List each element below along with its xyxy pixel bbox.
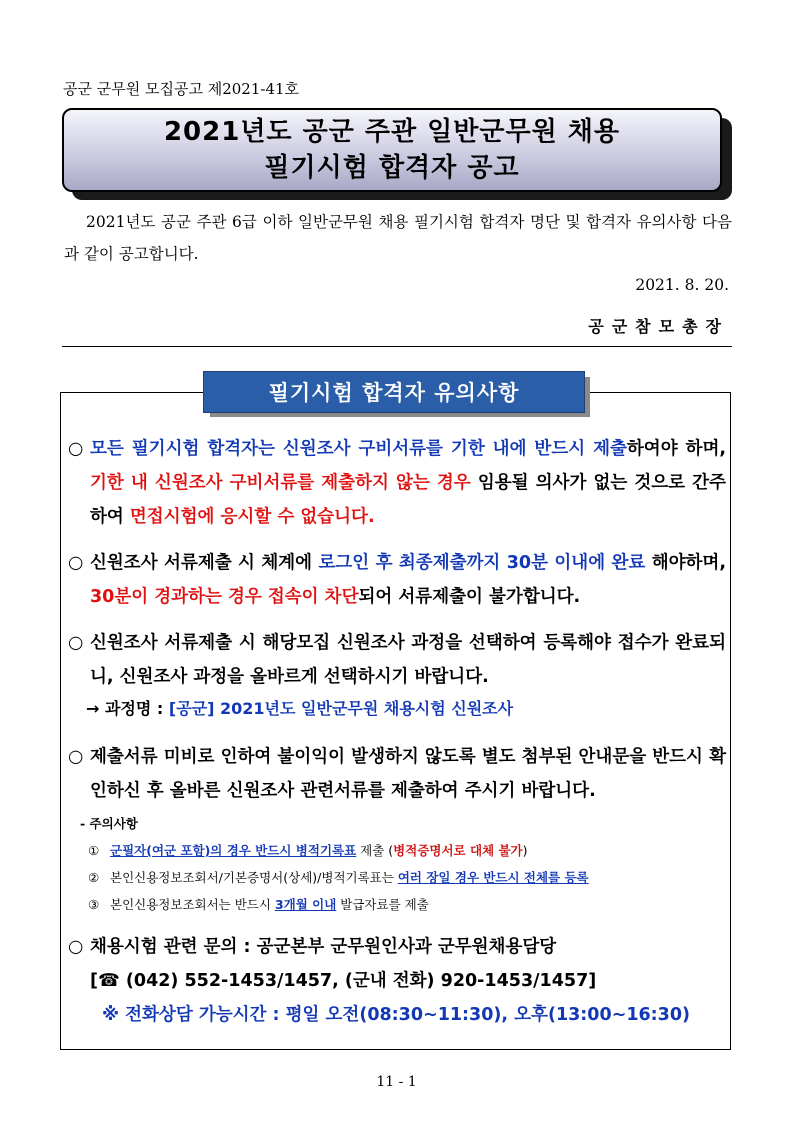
subnote-1-red: 병적증명서로 대체 불가: [393, 843, 523, 858]
notice-item-4: [68, 740, 726, 808]
subnote-3-blue: 3개월 이내: [274, 897, 337, 912]
bullet-icon: ○: [68, 553, 84, 573]
item1-blue-text: 모든 필기시험 합격자는 신원조사 구비서류를 기한 내에 반드시 제출: [90, 439, 627, 459]
subnote-2-blue: 여러 장일 경우 반드시 전체를 등록: [397, 870, 589, 885]
title-line-1: 2021년도 공군 주관 일반군무원 채용: [163, 117, 621, 147]
subnote-3-text-2: 발급자료를 제출: [336, 897, 429, 912]
bullet-icon: ○: [68, 937, 84, 957]
subnote-3-text-1: 본인신용정보조회서는 반드시: [110, 897, 275, 912]
intro-section: [64, 206, 732, 270]
item1-red-text-2: 면접시험에 응시할 수 없습니다.: [129, 507, 375, 527]
contact-line: 채용시험 관련 문의 : 공군본부 군무원인사과 군무원채용담당: [90, 937, 557, 957]
subnote-2-number: ②: [88, 870, 100, 885]
item2-red-text: 30분이 경과하는 경우 접속이 차단: [90, 587, 359, 607]
subnote-3-number: ③: [88, 897, 100, 912]
phone-line: [☎ (042) 552-1453/1457, (군내 전화) 920-1453/1457]: [90, 971, 597, 991]
title-box: [62, 108, 722, 192]
subnote-3: [88, 895, 429, 915]
notice-header: 필기시험 합격자 유의사항: [203, 371, 585, 413]
subnote-1-number: ①: [88, 843, 100, 858]
notice-item-1: [68, 432, 726, 534]
course-name: [공군] 2021년도 일반군무원 채용시험 신원조사: [168, 699, 514, 718]
subnote-1-text-2: ): [522, 843, 528, 858]
bullet-icon: ○: [68, 747, 84, 767]
item4-text: 제출서류 미비로 인하여 불이익이 발생하지 않도록 별도 첨부된 안내문을 반드시 확인하신 후 올바른 신원조사 관련서류를 제출하여 주시기 바랍니다.: [90, 747, 726, 801]
item1-red-text-1: 기한 내 신원조사 구비서류를 제출하지 않는 경우: [90, 473, 471, 493]
item2-text-1: 신원조사 서류제출 시 체계에: [90, 553, 319, 573]
subnote-title: - 주의사항: [80, 816, 138, 831]
item2-text-2: 해야하며,: [645, 553, 726, 573]
notice-item-5: [68, 930, 726, 1032]
subnote-2-text-1: 본인신용정보조회서/기본증명서(상세)/병적기록표는: [110, 870, 398, 885]
subnote-1-text-1: 제출 (: [356, 843, 394, 858]
item1-text-1: 하여야 하며,: [626, 439, 727, 459]
bullet-icon: ○: [68, 439, 84, 459]
subnote-2: [88, 868, 589, 888]
signer: 공군참모총장: [588, 317, 729, 336]
page-number: 11 - 1: [376, 1074, 417, 1090]
notice-item-2: [68, 546, 726, 614]
item3-text: 신원조사 서류제출 시 해당모집 신원조사 과정을 선택하여 등록해야 접수가 완료되니, 신원조사 과정을 올바르게 선택하시기 바랍니다.: [90, 633, 726, 687]
item2-text-3: 되어 서류제출이 불가합니다.: [358, 587, 581, 607]
course-name-label: → 과정명 :: [86, 699, 169, 718]
hours-line: ※ 전화상담 가능시간 : 평일 오전(08:30∼11:30), 오후(13:00∼16:30): [102, 1005, 691, 1025]
separator-line: [62, 346, 732, 347]
title-line-2: 필기시험 합격자 공고: [264, 153, 520, 183]
item1-text-2: 임용될 의사가 없는 것으로 간주하여: [90, 473, 726, 527]
bullet-icon: ○: [68, 633, 84, 653]
item2-blue-text: 로그인 후 최종제출까지 30분 이내에 완료: [318, 553, 646, 573]
notice-item-3: [68, 626, 726, 724]
subnote-1: [88, 841, 528, 861]
announcement-date: 2021. 8. 20.: [635, 276, 729, 294]
announcement-number: 공군 군무원 모집공고 제2021-41호: [63, 80, 300, 98]
intro-paragraph: 2021년도 공군 주관 6급 이하 일반군무원 채용 필기시험 합격자 명단 및 합격자 유의사항 다음과 같이 공고합니다.: [64, 213, 732, 263]
course-name-line: [86, 694, 726, 724]
subnote-1-blue: 군필자(여군 포함)의 경우 반드시 병적기록표: [110, 843, 357, 858]
